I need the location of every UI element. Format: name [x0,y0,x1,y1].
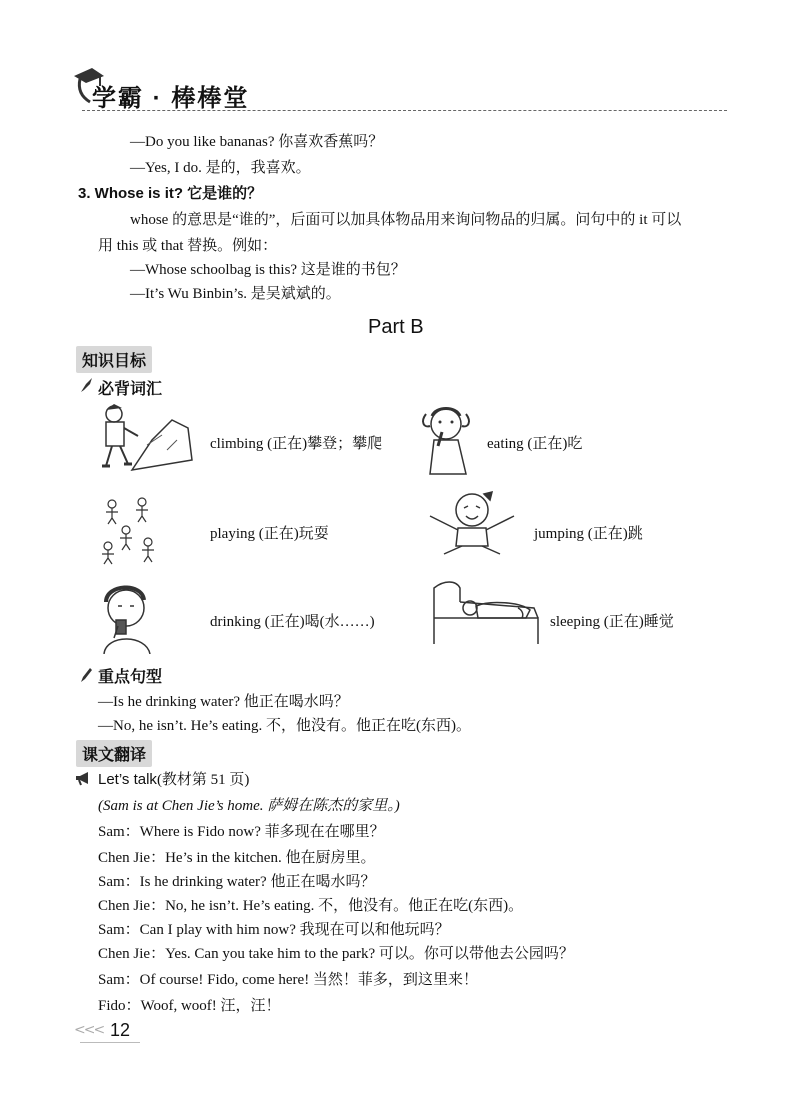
dialogue-line: Chen Jie：He’s in the kitchen. 他在厨房里。 [98,850,376,866]
vocab-playing [210,522,329,543]
climbing-man-icon [92,400,196,476]
boy-drinking-icon [96,580,156,654]
header-divider [82,110,727,111]
dialogue-line: Chen Jie：No, he isn’t. He’s eating. 不，他没有。他正在吃(东西)。 [98,898,524,914]
vocab-gloss: (正在)喝(水……) [264,614,375,630]
vocab-sleeping [550,610,674,631]
vocab-word: sleeping [550,614,600,630]
vocab-gloss: (正在)玩耍 [258,526,329,542]
footer-divider [80,1042,140,1043]
pencil-icon [78,666,94,688]
talk-title: Let’s talk [98,771,157,788]
vocab-gloss: (正在)跳 [587,526,643,542]
vocab-jumping [534,522,643,543]
dialogue-line: Chen Jie：Yes. Can you take him to the park? 可以。你可以带他去公园吗？ [98,946,574,962]
talk-scene: (Sam is at Chen Jie’s home. 萨姆在陈杰的家里。) [98,798,400,814]
page-number: 12 [110,1020,131,1040]
kids-playing-icon [96,494,162,566]
pattern-heading: 重点句型 [98,669,163,686]
vocab-heading: 必背词汇 [98,381,163,398]
girl-jumping-icon [424,488,520,560]
point-3-example-2: —It’s Wu Binbin’s. 是吴斌斌的。 [130,286,341,302]
point-3-para-2: 用 this 或 that 替换。例如： [98,238,278,254]
brand-title: 学霸 · 棒棒堂 [92,85,250,112]
brush-icon [78,376,94,398]
page-chevrons: <<< [74,1022,104,1038]
vocab-gloss: (正在)攀登；攀爬 [267,436,383,452]
dialogue-line: Sam：Is he drinking water? 他正在喝水吗？ [98,874,376,890]
vocab-eating [487,432,582,453]
megaphone-icon [74,770,92,790]
pattern-line-1: —Is he drinking water? 他正在喝水吗？ [98,694,349,710]
vocab-climbing [210,432,382,453]
vocab-word: playing [210,526,255,542]
pattern-line-2: —No, he isn’t. He’s eating. 不，他没有。他正在吃(东西)。 [98,718,472,734]
intro-line-2: —Yes, I do. 是的，我喜欢。 [130,160,311,176]
point-3-para-1: whose 的意思是“谁的”，后面可以加具体物品用来询问物品的归属。问句中的 it 可以 [130,212,682,228]
intro-line-1: —Do you like bananas? 你喜欢香蕉吗？ [130,134,384,150]
talk-reference: (教材第 51 页) [156,772,250,788]
vocab-gloss: (正在)睡觉 [603,614,674,630]
vocab-drinking [210,610,375,631]
child-sleeping-icon [430,578,542,646]
knowledge-heading: 知识目标 [76,346,152,373]
translation-heading: 课文翻译 [76,740,152,767]
vocab-word: eating [487,436,524,452]
point-3-example-1: —Whose schoolbag is this? 这是谁的书包？ [130,262,406,278]
vocab-word: jumping [534,526,585,542]
point-3-heading: 3. Whose is it? 它是谁的？ [78,185,263,202]
dialogue-line: Sam：Can I play with him now? 我现在可以和他玩吗？ [98,922,450,938]
vocab-word: drinking [210,614,261,630]
dialogue-line: Sam：Where is Fido now? 菲多现在在哪里？ [98,824,385,840]
talk-title-row [98,768,249,789]
dialogue-line: Fido：Woof, woof! 汪，汪！ [98,998,281,1014]
part-title: Part B [368,316,424,338]
vocab-word: climbing [210,436,264,452]
vocab-gloss: (正在)吃 [527,436,583,452]
girl-eating-icon [420,402,476,476]
dialogue-line: Sam：Of course! Fido, come here! 当然！菲多，到这里来！ [98,972,478,988]
